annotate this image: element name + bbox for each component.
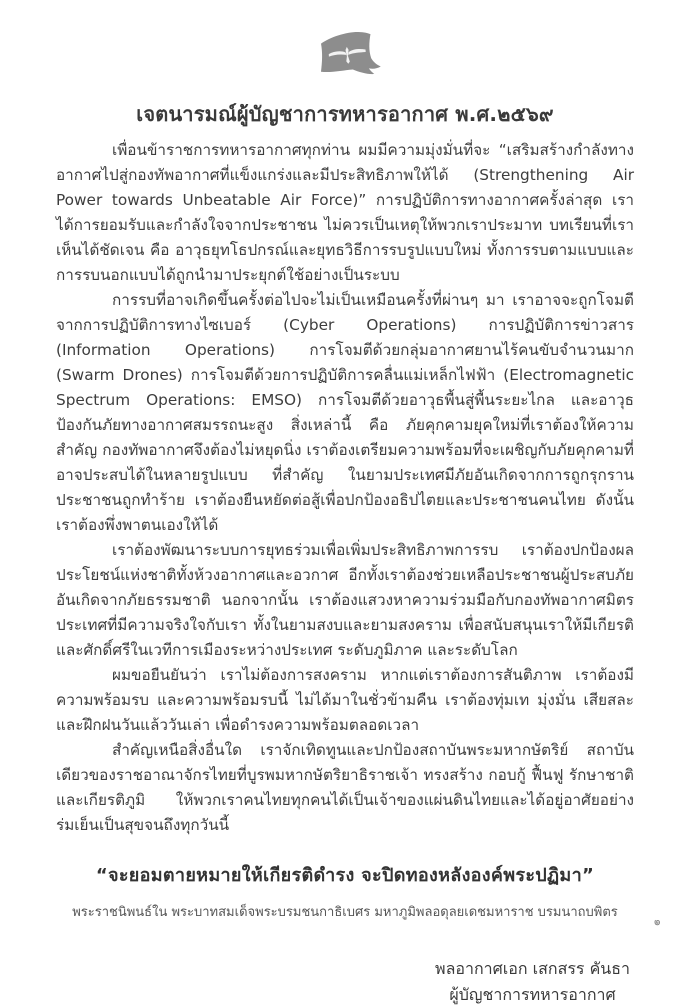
signatory-position: ผู้บัญชาการทหารอากาศ [449, 985, 616, 1004]
paragraph-4: ผมขอยืนยันว่า เราไม่ต้องการสงคราม หากแต่เราต้องการสันติภาพ เราต้องมีความพร้อมรบ และความพร้อมรบนี้ ไม่ได้มาในชั่วข้ามคืน เราต้องทุ่มเท มุ่งมั่น เสียสละ และฝึกฝนวันแล้ววันเล่า เพื่อดำรงความพร้อมตลอดเวลา [56, 666, 634, 734]
signature-block [435, 956, 630, 1008]
logo-container [0, 0, 690, 88]
paragraph-5: สำคัญเหนือสิ่งอื่นใด เราจักเทิดทูนและปกป้องสถาบันพระมหากษัตริย์ สถาบันเดียวของราชอาณาจักรไทยที่บูรพมหากษัตริยาธิราชเจ้า ทรงสร้าง กอบกู้ ฟื้นฟู รักษาชาติและเกียรติภูมิ ให้พวกเราคนไทยทุกคนได้เป็นเจ้าของแผ่นดินไทยและได้อยู่อาศัยอย่างร่มเย็นเป็นสุขจนถึงทุกวันนี้ [56, 741, 634, 834]
document-body [0, 138, 690, 838]
page-number: ๑ [651, 918, 666, 927]
paragraph-1: เพื่อนข้าราชการทหารอากาศทุกท่าน ผมมีความมุ่งมั่นที่จะ “เสริมสร้างกำลังทางอากาศไปสู่กองทัพอากาศที่แข็งแกร่งและมีประสิทธิภาพให้ได้ (Strengthening Air Power towards Unbeatable Air Force)” การปฏิบัติการทางอากาศครั้งล่าสุด เราได้การยอมรับและกำลังใจจากประชาชน ไม่ควรเป็นเหตุให้พวกเราประมาท บทเรียนที่เราเห็นได้ชัดเจน คือ อาวุธยุทโธปกรณ์และยุทธวิธีการรบรูปแบบใหม่ ทั้งการรบตามแบบและการรบนอกแบบได้ถูกนำมาประยุกต์ใช้อย่างเป็นระบบ [56, 141, 634, 284]
signatory-name: พลอากาศเอก เสกสรร คันธา [435, 959, 630, 978]
page-title: เจตนารมณ์ผู้บัญชาการทหารอากาศ พ.ศ.๒๕๖๙ [136, 102, 554, 126]
paragraph-3: เราต้องพัฒนาระบบการยุทธร่วมเพื่อเพิ่มประสิทธิภาพการรบ เราต้องปกป้องผลประโยชน์แห่งชาติทั้งห้วงอากาศและอวกาศ อีกทั้งเราต้องช่วยเหลือประชาชนผู้ประสบภัยอันเกิดจากภัยธรรมชาติ นอกจากนั้น เราต้องแสวงหาความร่วมมือกับกองทัพอากาศมิตรประเทศที่มีความจริงใจกับเรา ทั้งในยามสงบและยามสงคราม เพื่อสนับสนุนเราให้มีเกียรติและศักดิ์ศรีในเวทีการเมืองระหว่างประเทศ ระดับภูมิภาค และระดับโลก [56, 541, 634, 659]
quote-attribution: พระราชนิพนธ์ใน พระบาทสมเด็จพระบรมชนกาธิเบศร มหาภูมิพลอดุลยเดชมหาราช บรมนาถบพิตร [72, 905, 618, 920]
royal-thai-air-force-flag-icon [302, 26, 388, 88]
paragraph-2: การรบที่อาจเกิดขึ้นครั้งต่อไปจะไม่เป็นเหมือนครั้งที่ผ่านๆ มา เราอาจจะถูกโจมตีจากการปฏิบัติการทางไซเบอร์ (Cyber Operations) การปฏิบัติการข่าวสาร (Information Operations) การโจมตีด้วยกลุ่มอากาศยานไร้คนขับจำนวนมาก (Swarm Drones) การโจมตีด้วยการปฏิบัติการคลื่นแม่เหล็กไฟฟ้า (Electromagnetic Spectrum Operations: EMSO) การโจมตีด้วยอาวุธพื้นสู่พื้นระยะไกล และอาวุธป้องกันภัยทางอากาศสมรรถนะสูง สิ่งเหล่านี้ คือ ภัยคุกคามยุคใหม่ที่เราต้องให้ความสำคัญ กองทัพอากาศจึงต้องไม่หยุดนิ่ง เราต้องเตรียมความพร้อมที่จะเผชิญกับภัยคุกคามที่อาจประสบได้ในหลายรูปแบบ ที่สำคัญ ในยามประเทศมีภัยอันเกิดจากการถูกรุกราน ประชาชนถูกทำร้าย เราต้องยืนหยัดต่อสู้เพื่อปกป้องอธิปไตยและประชาชนคนไทย ดังนั้น เราต้องพึ่งพาตนเองให้ได้ [56, 291, 634, 534]
royal-quote: “จะยอมตายหมายให้เกียรติดำรง จะปิดทองหลังองค์พระปฏิมา” [95, 865, 595, 886]
